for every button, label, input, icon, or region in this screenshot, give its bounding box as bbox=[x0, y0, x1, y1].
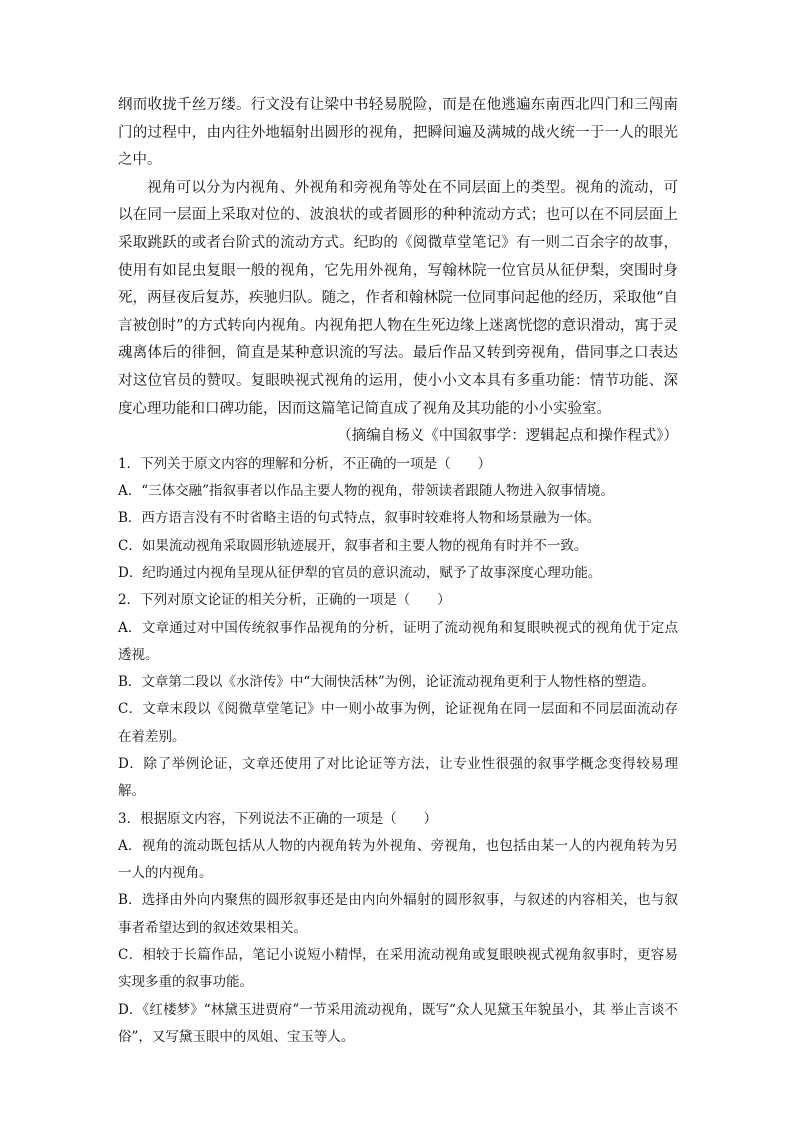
question-stem: 3．根据原文内容，下列说法不正确的一项是（ ） bbox=[118, 810, 438, 827]
question-option: B．选择由外向内聚焦的圆形叙事还是由内向外辐射的圆形叙事，与叙述的内容相关，也与叙事者希望达到的叙述效果相关。 bbox=[118, 892, 678, 936]
question-option: C．如果流动视角采取圆形轨迹展开，叙事者和主要人物的视角有时并不一致。 bbox=[118, 537, 588, 554]
question-1 bbox=[118, 451, 678, 587]
question-option: B．西方语言没有不时省略主语的句式特点，叙事时较难将人物和场景融为一体。 bbox=[118, 510, 601, 527]
question-option: C．文章末段以《阅微草堂笔记》中一则小故事为例，论证视角在同一层面和不同层面流动存在着差别。 bbox=[118, 701, 678, 745]
passage-source-citation: （摘编自杨义《中国叙事学：逻辑起点和操作程式》） bbox=[337, 428, 678, 445]
question-option: D．除了举例论证，文章还使用了对比论证等方法，让专业性很强的叙事学概念变得较易理解。 bbox=[118, 755, 678, 800]
question-option: A．视角的流动既包括从人物的内视角转为外视角、旁视角，也包括由某一人的内视角转为另一人的内视角。 bbox=[118, 837, 678, 882]
question-option: C．相较于长篇作品，笔记小说短小精悍，在采用流动视角或复眼映视式视角叙事时，更容易实现多重的叙事功能。 bbox=[118, 947, 678, 991]
question-stem: 2．下列对原文论证的相关分析，正确的一项是（ ） bbox=[118, 592, 451, 609]
question-option: D．纪昀通过内视角呈现从征伊犁的官员的意识流动，赋予了故事深度心理功能。 bbox=[118, 564, 602, 581]
question-3 bbox=[118, 806, 678, 1052]
page-content bbox=[118, 92, 678, 1051]
question-2 bbox=[118, 587, 678, 805]
passage-paragraph-continued: 纲而收拢千丝万缕。行文没有让梁中书轻易脱险，而是在他逃遍东南西北四门和三闯南门的过程中，由内往外地辐射出圆形的视角，把瞬间遍及满城的战火统一于一人的眼光之中。 bbox=[118, 97, 678, 169]
question-option: D．《红楼梦》“林黛玉进贾府”一节采用流动视角，既写“众人见黛玉年貌虽小，其 举止言谈不俗”，又写黛玉眼中的凤姐、宝玉等人。 bbox=[118, 1001, 678, 1045]
passage-paragraph-perspective: 视角可以分为内视角、外视角和旁视角等处在不同层面上的类型。视角的流动，可以在同一层面上采取对位的、波浪状的或者圆形的种种流动方式；也可以在不同层面上采取跳跃的或者台阶式的流动方式。纪昀的《阅微草堂笔记》有一则二百余字的故事，使用有如昆虫复眼一般的视角，它先用外视角，写翰林院一位官员从征伊梨，突围时身死，两昼夜后复苏，疾驰归队。随之，作者和翰林院一位同事问起他的经历，采取他“自言被创时”的方式转向内视角。内视角把人物在生死边缘上迷离恍惚的意识滑动，寓于灵魂离体后的徘徊，简直是某种意识流的写法。最后作品又转到旁视角，借同事之口表达对这位官员的赞叹。复眼映视式视角的运用，使小小文本具有多重功能：情节功能、深度心理功能和口碑功能，因而这篇笔记简直成了视角及其功能的小小实验室。 bbox=[118, 179, 678, 417]
question-option: B．文章第二段以《水浒传》中“大闹快活林”为例，论证流动视角更利于人物性格的塑造。 bbox=[118, 674, 655, 691]
question-option: A．文章通过对中国传统叙事作品视角的分析，证明了流动视角和复眼映视式的视角优于定点透视。 bbox=[118, 619, 678, 663]
question-option: A．“三体交融”指叙事者以作品主要人物的视角，带领读者跟随人物进入叙事情境。 bbox=[118, 483, 615, 500]
question-stem: 1．下列关于原文内容的理解和分析，不正确的一项是（ ） bbox=[118, 455, 492, 472]
